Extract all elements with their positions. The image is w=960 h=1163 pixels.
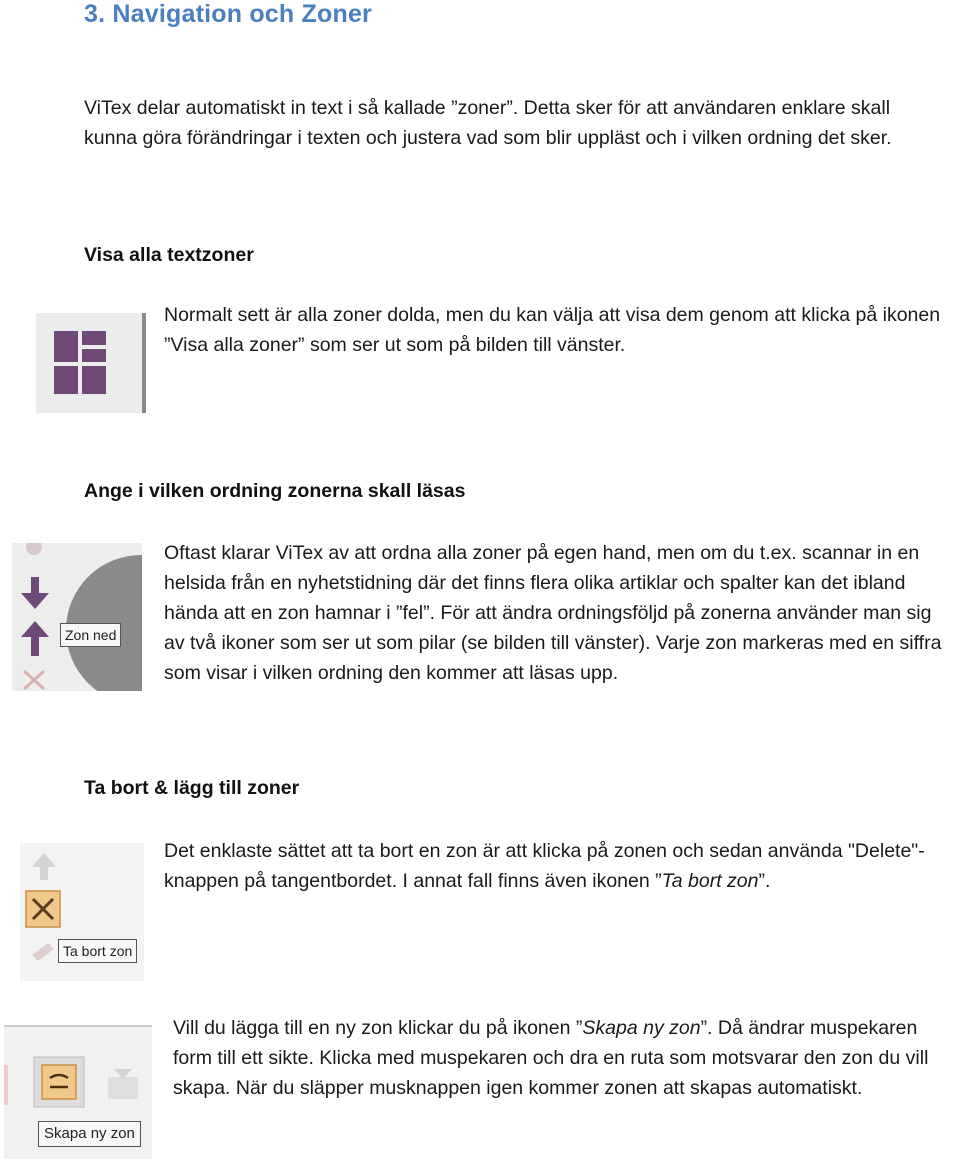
order-arrows-graphic (12, 543, 72, 691)
toolbar-divider (4, 1025, 152, 1027)
show-all-zones-icon[interactable] (36, 313, 146, 413)
partial-icon (4, 1065, 8, 1105)
zone-order-toolbar (12, 543, 142, 691)
create-zone-emphasis: Skapa ny zon (582, 1017, 701, 1039)
download-icon[interactable] (108, 1069, 138, 1099)
pencil-icon[interactable] (32, 943, 54, 961)
create-zone-text: Vill du lägga till en ny zon klickar du på ikonen ” (173, 1017, 583, 1039)
order-paragraph: Oftast klarar ViTex av att ordna alla zoner på egen hand, men om du t.ex. scannar in en helsida från en nyhetstidning där det finns flera olika artiklar och spalter kan det ibland hända att en zon hamnar i ”fel”. För att ändra ordningsföljd på zonerna använder man sig av två ikoner som ser ut som pilar (se bilden till vänster). Varje zon markeras med en siffra som visar i vilken ordning den kommer att läsas upp. (164, 542, 942, 684)
close-icon[interactable] (24, 671, 44, 689)
remove-zone-paragraph (164, 836, 960, 896)
partial-icon (26, 543, 42, 555)
create-zone-toolbar (4, 1025, 152, 1159)
remove-zone-icon[interactable] (26, 891, 60, 927)
create-zone-text-rest: ”. Då ändrar muspekaren form till ett sikte. Klicka med muspekaren och dra en ruta som motsvarar den zon du vill skapa. När du släpper musknappen igen kommer zonen att skapas automatiskt. (173, 1017, 929, 1099)
create-zone-paragraph (173, 1013, 933, 1103)
page-title: 3. Navigation och Zoner (84, 0, 372, 28)
intro-paragraph: ViTex delar automatiskt in text i så kallade ”zoner”. Detta sker för att användaren enklare skall kunna göra förändringar i texten och justera vad som blir uppläst och i vilken ordning det sker. (84, 97, 892, 149)
zone-block (82, 331, 106, 345)
zone-down-tooltip: Zon ned (60, 623, 121, 647)
zone-block (82, 349, 106, 362)
remove-zone-tooltip: Ta bort zon (58, 939, 137, 963)
create-zone-tooltip: Skapa ny zon (38, 1121, 141, 1147)
remove-add-heading: Ta bort & lägg till zoner (84, 777, 300, 799)
zone-block (82, 366, 106, 394)
show-zones-heading: Visa alla textzoner (84, 244, 254, 266)
remove-zone-emphasis: Ta bort zon (661, 870, 759, 892)
arrow-up-icon[interactable] (32, 853, 56, 880)
arrow-up-icon[interactable] (21, 621, 49, 656)
remove-zone-text: Det enklaste sättet att ta bort en zon är att klicka på zonen och sedan använda "Delete"-knappen på tangentbordet. I annat fall finns även ikonen ” (164, 840, 925, 892)
arrow-down-icon[interactable] (21, 577, 49, 609)
show-zones-paragraph: Normalt sett är alla zoner dolda, men du kan välja att visa dem genom att klicka på ikonen ”Visa alla zoner” som ser ut som på bilden till vänster. (164, 304, 941, 356)
order-heading: Ange i vilken ordning zonerna skall läsas (84, 480, 466, 502)
zone-block (54, 366, 78, 394)
zone-block (54, 331, 78, 362)
remove-zone-text-end: ”. (758, 870, 771, 892)
remove-zone-toolbar (20, 843, 144, 981)
create-zone-icon[interactable] (34, 1057, 84, 1107)
